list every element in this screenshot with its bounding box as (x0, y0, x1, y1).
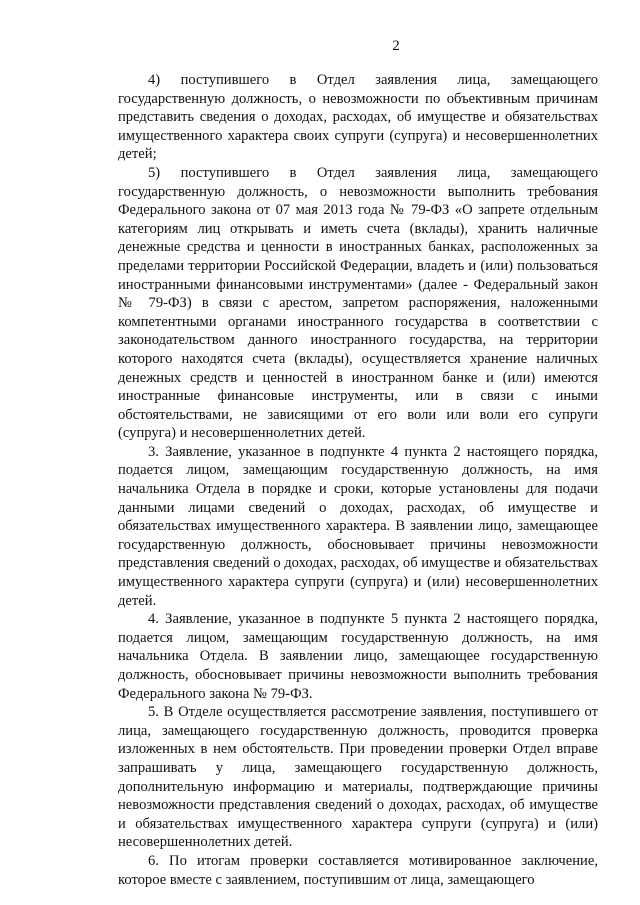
paragraph-item-4: 4) поступившего в Отдел заявления лица, замещающего государственную должность, о невозможности по объективным причинам представить сведения о доходах, расходах, об имуществе и обязательствах имущественного характера своих супруги (супруга) и несовершеннолетних детей; (118, 72, 598, 163)
paragraph-point-6: 6. По итогам проверки составляется мотивированное заключение, которое вместе с заявлением, поступившим от лица, замещающего (118, 852, 598, 888)
page-number: 2 (392, 38, 400, 54)
paragraph-point-3: 3. Заявление, указанное в подпункте 4 пункта 2 настоящего порядка, подается лицом, замещающим государственную должность, на имя начальника Отдела в порядке и сроки, которые установлены для подачи данными лицами сведений о доходах, расходах, об имуществе и обязательствах имущественного характера. В заявлении лицо, замещающее государственную должность, обосновывает причины невозможности представления сведений о доходах, расходах, об имуществе и обязательствах имущественного характера супруги (супруга) и (или) несовершеннолетних детей. (118, 443, 598, 609)
paragraph-point-4: 4. Заявление, указанное в подпункте 5 пункта 2 настоящего порядка, подается лицом, замещающим государственную должность, на имя начальника Отдела. В заявлении лицо, замещающее государственную должность, обосновывает причины невозможности выполнить требования Федерального закона № 79-ФЗ. (118, 611, 598, 702)
paragraph-item-5: 5) поступившего в Отдел заявления лица, замещающего государственную должность, о невозможности выполнить требования Федерального закона от 07 мая 2013 года № 79-ФЗ «О запрете отдельным категориям лиц открывать и иметь счета (вклады), хранить наличные денежные средства и ценности в иностранных банках, расположенных за пределами территории Российской Федерации, владеть и (или) пользоваться иностранными финансовыми инструментами» (далее - Федеральный закон № 79-ФЗ) в связи с арестом, запретом распоряжения, наложенными компетентными органами иностранного государства в соответствии с законодательством данного иностранного государства, на территории которого находятся счета (вклады), осуществляется хранение наличных денежных средств и ценностей в иностранном банке и (или) имеются иностранные финансовые инструменты, или в связи с иными обстоятельствами, не зависящими от его воли или воли его супруги (супруга) и несовершеннолетних детей. (118, 164, 598, 442)
paragraph-point-5: 5. В Отделе осуществляется рассмотрение заявления, поступившего от лица, замещающего государственную должность, проводится проверка изложенных в нем обстоятельств. При проведении проверки Отдел вправе запрашивать у лица, замещающего государственную должность, дополнительную информацию и материалы, подтверждающие причины невозможности представления сведений о доходах, расходах, об имуществе и обязательствах имущественного характера супруги (супруга) и (или) несовершеннолетних детей. (118, 704, 598, 851)
